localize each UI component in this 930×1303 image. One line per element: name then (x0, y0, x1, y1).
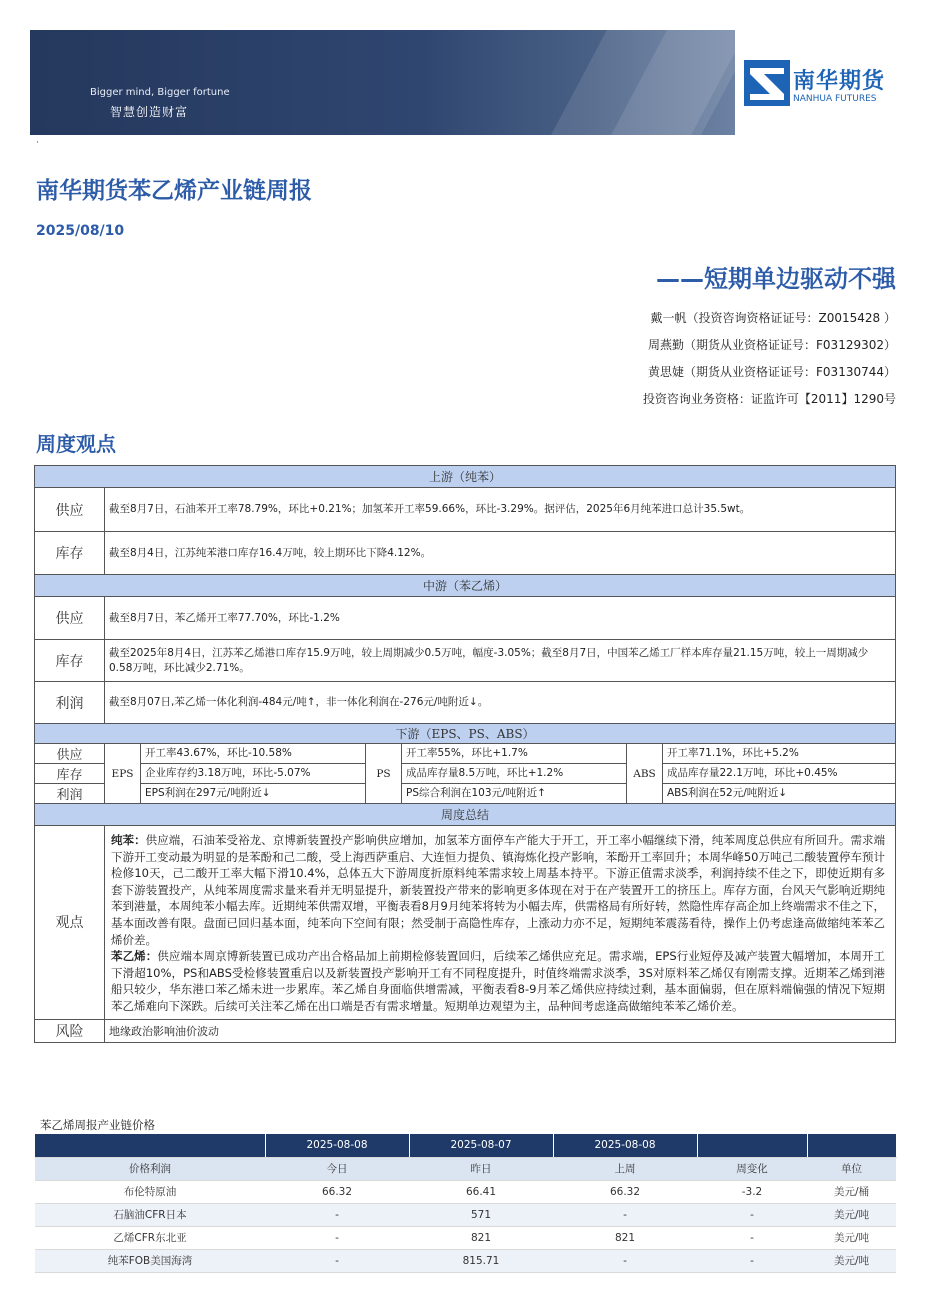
date-cell (697, 1134, 807, 1157)
table-cell: 821 (553, 1226, 697, 1249)
row-label: 利润 (35, 784, 105, 804)
row-label: 供应 (35, 597, 105, 640)
benzene-label: 纯苯： (111, 833, 146, 847)
risk-label: 风险 (35, 1019, 105, 1042)
logo-subtitle: NANHUA FUTURES (793, 94, 877, 104)
upstream-header: 上游（纯苯） (35, 466, 896, 488)
analyst-line: 周燕勤（期货从业资格证证号：F03129302） (648, 338, 896, 352)
row-label: 库存 (35, 532, 105, 575)
column-header-row (35, 1157, 896, 1180)
table-cell: - (265, 1249, 409, 1272)
abs-inventory: 成品库存量22.1万吨，环比+0.45% (663, 764, 896, 784)
license-line: 投资咨询业务资格：证监许可【2011】1290号 (642, 392, 896, 406)
summary-row (35, 826, 896, 1020)
table-cell: 布伦特原油 (35, 1180, 265, 1203)
table-cell: - (553, 1249, 697, 1272)
midstream-header: 中游（苯乙烯） (35, 575, 896, 597)
midstream-profit-text: 截至8月07日,苯乙烯一体化利润-484元/吨↑，非一体化利润在-276元/吨附近↓。 (105, 682, 896, 724)
downstream-supply-row (35, 744, 896, 764)
table-cell: - (697, 1249, 807, 1272)
column-header: 上周 (553, 1157, 697, 1180)
table-row (35, 1203, 896, 1226)
eps-inventory: 企业库存约3.18万吨，环比-5.07% (141, 764, 366, 784)
upstream-header-row (35, 466, 896, 488)
table-cell: -3.2 (697, 1180, 807, 1203)
date-cell: 2025-08-08 (265, 1134, 409, 1157)
slogan-english: Bigger mind, Bigger fortune (90, 87, 230, 98)
product-name-ps: PS (366, 744, 402, 804)
table-cell: - (697, 1203, 807, 1226)
logo-name: 南华期货 (793, 69, 886, 94)
column-header: 单位 (807, 1157, 896, 1180)
eps-supply: 开工率43.67%，环比-10.58% (141, 744, 366, 764)
price-table-title: 苯乙烯周报产业链价格 (40, 1118, 155, 1132)
downstream-header-row (35, 724, 896, 744)
date-cell (35, 1134, 265, 1157)
ps-supply: 开工率55%，环比+1.7% (402, 744, 627, 764)
analyst-line: 戴一帆（投资咨询资格证证号：Z0015428 ） (650, 311, 896, 325)
section-title: 周度观点 (36, 432, 116, 456)
midstream-supply-text: 截至8月7日，苯乙烯开工率77.70%，环比-1.2% (105, 597, 896, 640)
table-cell: 571 (409, 1203, 553, 1226)
abs-supply: 开工率71.1%，环比+5.2% (663, 744, 896, 764)
styrene-label: 苯乙烯： (111, 949, 158, 964)
column-header: 今日 (265, 1157, 409, 1180)
table-row (35, 1226, 896, 1249)
weekly-view-table (34, 465, 896, 1043)
upstream-inventory-row (35, 532, 896, 575)
bullet-dot: · (36, 138, 39, 148)
midstream-profit-row (35, 682, 896, 724)
table-cell: 纯苯FOB美国海湾 (35, 1249, 265, 1272)
midstream-supply-row (35, 597, 896, 640)
analyst-list (643, 310, 896, 418)
table-cell: 815.71 (409, 1249, 553, 1272)
table-cell: 821 (409, 1226, 553, 1249)
downstream-header: 下游（EPS、PS、ABS） (35, 724, 896, 744)
table-cell: 石脑油CFR日本 (35, 1203, 265, 1226)
table-cell: 66.32 (265, 1180, 409, 1203)
benzene-summary: 供应端，石油苯受裕龙、京博新装置投产影响供应增加，加氢苯方面停车产能大于开工，开工率小幅继续下滑，纯苯周度总供应有所回升。需求端下游开工变动最为明显的是苯酚和己二酸，受上海西萨重启、大连恒力提负、镇海炼化投产影响，苯酚开工率回升；本周华峰50万吨己二酸装置停车预计检修10天，己二酸开工率大幅下滑10.4%，总体五大下游周度折原料纯苯需求较上周基本持平。下游正值需求淡季，利润持续不佳之下，即使近期有多套下游装置投产，从纯苯周度需求量来看并无明显提升，新装置投产带来的影响更多体现在对于在产装置开工的挤压上。库存方面，台风天气影响近期纯苯到港量，本周纯苯小幅去库。近期纯苯供需双增，平衡表看8月9月纯苯将转为小幅去库，供需格局有所好转，然隐性库存高企加上终端需求不佳之下，基本面改善有限。盘面已回归基本面，纯苯向下空间有限；然受制于高隐性库存，上涨动力亦不足，短期纯苯震荡看待，操作上仍考虑逢高做缩纯苯苯乙烯价差。 (111, 833, 886, 947)
table-cell: - (697, 1226, 807, 1249)
analyst-line: 黄思婕（期货从业资格证证号：F03130744） (648, 365, 896, 379)
product-name-abs: ABS (627, 744, 663, 804)
report-subtitle: ——短期单边驱动不强 (656, 265, 896, 293)
header-banner (30, 30, 900, 135)
row-label: 供应 (35, 744, 105, 764)
midstream-inventory-row (35, 640, 896, 682)
eps-profit: EPS利润在297元/吨附近↓ (141, 784, 366, 804)
row-label: 库存 (35, 640, 105, 682)
upstream-supply-text: 截至8月7日，石油苯开工率78.79%，环比+0.21%；加氢苯开工率59.66%，环比-3.29%。据评估，2025年6月纯苯进口总计35.5wt。 (105, 488, 896, 532)
date-cell: 2025-08-07 (409, 1134, 553, 1157)
column-header: 昨日 (409, 1157, 553, 1180)
midstream-header-row (35, 575, 896, 597)
table-cell: 乙烯CFR东北亚 (35, 1226, 265, 1249)
table-cell: - (265, 1203, 409, 1226)
slogan-chinese: 智慧创造财富 (110, 105, 189, 119)
table-cell: - (553, 1203, 697, 1226)
price-table (35, 1134, 897, 1273)
upstream-supply-row (35, 488, 896, 532)
table-row (35, 1180, 896, 1203)
date-cell: 2025-08-08 (553, 1134, 697, 1157)
nanhua-logo-icon (744, 60, 790, 106)
table-cell: 美元/吨 (807, 1226, 896, 1249)
abs-profit: ABS利润在52元/吨附近↓ (663, 784, 896, 804)
table-cell: - (265, 1226, 409, 1249)
summary-header-row (35, 804, 896, 826)
date-cell (807, 1134, 896, 1157)
ps-profit: PS综合利润在103元/吨附近↑ (402, 784, 627, 804)
report-date: 2025/08/10 (36, 223, 125, 239)
risk-text: 地缘政治影响油价波动 (105, 1019, 896, 1042)
table-cell: 66.32 (553, 1180, 697, 1203)
date-row (35, 1134, 896, 1157)
column-header: 价格利润 (35, 1157, 265, 1180)
column-header: 周变化 (697, 1157, 807, 1180)
row-label: 利润 (35, 682, 105, 724)
table-cell: 美元/吨 (807, 1203, 896, 1226)
row-label: 库存 (35, 764, 105, 784)
midstream-inventory-text: 截至2025年8月4日，江苏苯乙烯港口库存15.9万吨，较上周期减少0.5万吨，幅度-3.05%；截至8月7日，中国苯乙烯工厂样本库存量21.15万吨，较上一周期减少0.58万吨，环比减少2.71%。 (105, 640, 896, 682)
upstream-inventory-text: 截至8月4日，江苏纯苯港口库存16.4万吨，较上期环比下降4.12%。 (105, 532, 896, 575)
table-cell: 66.41 (409, 1180, 553, 1203)
styrene-summary: 供应端本周京博新装置已成功产出合格品加上前期检修装置回归，后续苯乙烯供应充足。需求端，EPS行业短停及减产装置大幅增加，本周开工下滑超10%，PS和ABS受检修装置重启以及新装置投产影响开工有不同程度提升，时值终端需求淡季，3S对原料苯乙烯仅有刚需支撑。近期苯乙烯到港船只较少，华东港口苯乙烯未进一步累库。苯乙烯自身面临供增需减，平衡表看8-9月苯乙烯供应持续过剩，基本面偏弱，但在原料端偏强的情况下短期苯乙烯难向下深跌。后续可关注苯乙烯在出口端是否有需求增量。短期单边观望为主，品种间考虑逢高做缩纯苯苯乙烯价差。 (111, 949, 886, 1013)
summary-text (105, 826, 896, 1020)
downstream-profit-row (35, 784, 896, 804)
product-name-eps: EPS (105, 744, 141, 804)
company-logo (735, 30, 900, 135)
table-row (35, 1249, 896, 1272)
downstream-inventory-row (35, 764, 896, 784)
summary-header: 周度总结 (35, 804, 896, 826)
view-label: 观点 (35, 826, 105, 1020)
report-title: 南华期货苯乙烯产业链周报 (36, 178, 312, 204)
table-cell: 美元/吨 (807, 1249, 896, 1272)
row-label: 供应 (35, 488, 105, 532)
ps-inventory: 成品库存量8.5万吨，环比+1.2% (402, 764, 627, 784)
table-cell: 美元/桶 (807, 1180, 896, 1203)
risk-row (35, 1019, 896, 1042)
